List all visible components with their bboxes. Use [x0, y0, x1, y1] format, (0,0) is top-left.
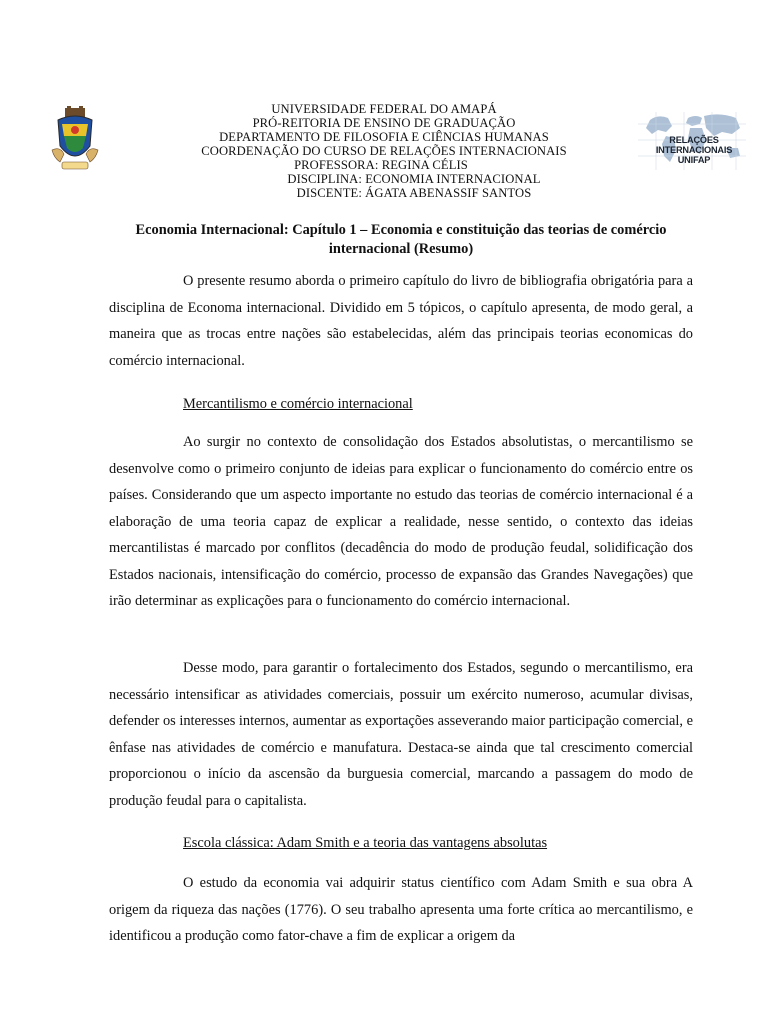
section-heading-mercantilismo: Mercantilismo e comércio internacional	[183, 396, 413, 412]
section-1-paragraph-1: Ao surgir no contexto de consolidação dos Estados absolutistas, o mercantilismo se desenvolve como o primeiro conjunto de ideias para explicar o funcionamento do comércio entre os países. Considerando que um aspecto importante no estudo das teorias de comércio internacional é a elaboração de uma teoria capaz de explicar a realidade, nesse sentido, o contexto das ideias mercantilistas é marcado por conflitos (decadência do modo de produção feudal, solidificação dos Estados nacionais, intensificação do comércio, processo de expansão das Grandes Navegações) que irão determinar as explicações para o funcionamento do comércio internacional.	[109, 434, 693, 609]
header-line-discipline: DISCIPLINA: ECONOMIA INTERNACIONAL	[287, 172, 541, 186]
intro-paragraph: O presente resumo aborda o primeiro capítulo do livro de bibliografia obrigatória para a disciplina de Economa internacional. Dividido em 5 tópicos, o capítulo apresenta, de modo geral, a maneira que as trocas entre nações são estabelecidas, além das principais teorias economicas do comércio internacional.	[109, 273, 693, 369]
header-line-department: DEPARTAMENTO DE FILOSOFIA E CIÊNCIAS HUMANAS	[219, 130, 549, 144]
document-header	[0, 102, 768, 206]
section-2-heading-block	[109, 834, 693, 853]
header-line-coordination: COORDENAÇÃO DO CURSO DE RELAÇÕES INTERNACIONAIS	[201, 144, 567, 158]
section-2-paragraph-1-block	[109, 870, 693, 950]
international-relations-logo	[636, 110, 748, 172]
document-title: Economia Internacional: Capítulo 1 – Economia e constituição das teorias de comércio internacional (Resumo)	[135, 222, 667, 257]
section-1-paragraph-2: Desse modo, para garantir o fortalecimento dos Estados, segundo o mercantilismo, era necessário intensificar as atividades comerciais, possuir um exército numeroso, acumular divisas, defender os interesses internos, aumentar as exportações asseverando maior participação comercial, e ênfase nas atividades de comércio e manufatura. Destaca-se ainda que tal crescimento comercial proporcionou o início da ascensão da burguesia comercial, marcando a passagem do modo de produção feudal para o capitalista.	[109, 660, 693, 809]
logo-caption	[640, 135, 748, 165]
section-heading-escola-classica: Escola clássica: Adam Smith e a teoria das vantagens absolutas	[183, 835, 548, 851]
section-1-paragraph-2-block	[109, 655, 693, 814]
logo-line-2: UNIFAP	[677, 155, 711, 165]
logo-line-1: RELAÇÕES INTERNACIONAIS	[655, 135, 733, 155]
section-1-paragraph-1-block	[109, 429, 693, 615]
header-line-pro-reitoria: PRÓ-REITORIA DE ENSINO DE GRADUAÇÃO	[252, 116, 516, 130]
section-2-paragraph-1: O estudo da economia vai adquirir status científico com Adam Smith e sua obra A origem da riqueza das nações (1776). O seu trabalho apresenta uma forte crítica ao mercantilismo, e identificou a produção como fator-chave a fim de explicar a origem da	[109, 875, 693, 944]
header-line-university: UNIVERSIDADE FEDERAL DO AMAPÁ	[271, 102, 497, 116]
section-1-heading-block	[109, 395, 693, 414]
header-line-professor: PROFESSORA: REGINA CÉLIS	[294, 158, 468, 172]
intro-block	[109, 268, 693, 374]
header-line-student: DISCENTE: ÁGATA ABENASSIF SANTOS	[296, 186, 532, 200]
